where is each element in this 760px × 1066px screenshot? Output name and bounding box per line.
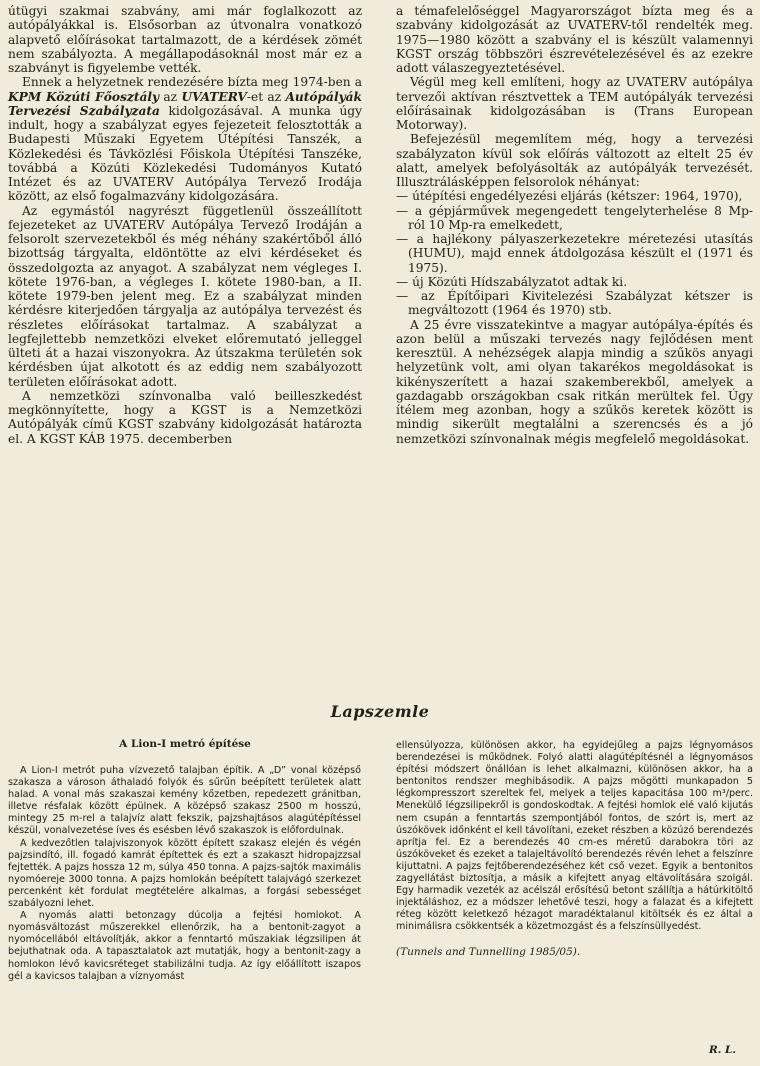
paragraph: A kedvezőtlen talajviszonyok között épített szakasz elején és végén pajzsindító, ill. fogadó kamrát építettek és ezt a szakaszt hidropajzzsal fejtették. A pajzs hossza 12 m, súlya 450 tonna. A pajzs-sajtók maximális nyomóereje 3000 tonna. A pajzs homlokán beépített talajvágó szerkezet percenként két fordulat megtételére alkalmas, a forgási sebességet szabályozni lehet. — [8, 837, 361, 910]
paragraph: A Lion-I metrót puha vízvezető talajban építik. A „D” vonal középső szakasza a városon áthaladó folyók és sűrűn beépített területek alatt halad. A vonal más szakaszai kemény kőzetben, repedezett gránitban, illetve résfalak között épülnek. A középső szakasz 2500 m hosszú, mintegy 25 m-rel a talajvíz alatt fekszik, pajzshajtásos alagútépítéssel készül, vonalvezetése íves és esésben lévő szakaszok is előfordulnak. — [8, 765, 361, 837]
paragraph: A nyomás alatti betonzagy dúcolja a fejtési homlokot. A nyomásváltozást műszerekkel ellenőrzik, ha a bentonit-zagyot a nyomócellából eltávolítják, akkor a fenntartó műszakiak légzsilipen át bejuthatnak oda. A tapasztalatok azt mutatják, hogy a bentonit-zagy a homlokon lévő kavicsréteget stabilizálni tudja. Az így előállított iszapos gél a kavicsos talajban a víznyomást — [8, 910, 361, 982]
list-item: — a gépjárművek megengedett tengelyterhelése 8 Mp-ról 10 Mp-ra emelkedett, — [396, 204, 753, 233]
author-signature: R. L. — [709, 1044, 737, 1056]
paragraph: A nemzetközi színvonalba való beilleszkedést megkönnyítette, hogy a KGST is a Nemzetközi Autópályák című KGST szabvány kidolgozását határozta el. A KGST KÁB 1975. decemberben — [8, 388, 362, 446]
top-left-column — [8, 4, 362, 446]
paragraph: Befejezésül megemlítem még, hogy a tervezési szabályzaton kívül sok előírás változott az eltelt 25 év alatt, amelyek befolyásolták az autópályák tervezését. Illusztrálásképpen felsorolok néhányat: — [396, 132, 753, 189]
article-title: A Lion-I metró építése — [119, 738, 251, 750]
top-right-column — [396, 4, 753, 446]
review-left-column — [8, 765, 361, 983]
list-item: — a hajlékony pályaszerkezetekre méretezési utasítás (HUMU), majd ennek átdolgozása készült el (1971 és 1975). — [396, 232, 753, 275]
list-item: — az Építőipari Kivitelezési Szabályzat kétszer is megváltozott (1964 és 1970) stb. — [396, 289, 753, 318]
list-item: — új Közúti Hídszabályzatot adtak ki. — [396, 275, 753, 289]
review-right-column — [396, 740, 753, 958]
paragraph: Végül meg kell említeni, hogy az UVATERV autópálya tervezői aktívan résztvettek a TEM autópályák tervezési előírásainak kidolgozásában is (Trans European Motorway). — [396, 75, 753, 132]
paragraph: útügyi szakmai szabvány, ami már foglalkozott az autópályákkal is. Elsősorban az útvonalra vonatkozó alapvető előírásokat tartalmazott, de a kérdések zömét nem szabályozta. A megállapodásoknál most már ez a szabványt is figyelembe vették. — [8, 4, 362, 75]
section-title: Lapszemle — [330, 702, 430, 721]
paragraph: ellensúlyozza, különösen akkor, ha egyidejűleg a pajzs légnyomásos berendezései is működnek. Folyó alatti alagútépítésnél a légnyomásos építési módszert önállóan is lehet alkalmazni, különösen akkor, ha a bentonitos rendszer meghibásodik. A pajzs mögötti munkapadon 5 légkompresszort szereltek fel, melyek a teljes kapacitása 100 m³/perc. Menekülő légzsilipekről is gondoskodtak. A fejtési homlok elé való kijutás nem csupán a fenntartás szempontjából fontos, de szórt is, mert az úszókövek időnként el kell távolítani, ezeket részben a közúzó berendezés aprítja fel. Ez a berendezés 40 cm-es méretű darabokra töri az úszóköveket és ezeket a talajeltávolító berendezés révén lehet a felszínre kijuttatni. A pajzs fejtőberendezéséhez két cső vezet. Egyik a bentonitos zagyellátást biztosítja, a másik a kifejtett anyag eltávolítására szolgál. Egy harmadik vezeték az acélszál erősítésű betont szállítja a hátúrkitöltő injektáláshoz, ez a módszer lehetővé teszi, hogy a falazat és a kifejtett réteg között keletkező hézagot maradéktalanul kitöltsék és ez által a minimálisra csökkentsék a közetmozgást és a felszínsüllyedést. — [396, 740, 753, 933]
source-citation: (Tunnels and Tunnelling 1985/05). — [396, 945, 581, 958]
closing-paragraph: A 25 évre visszatekintve a magyar autópálya-építés és azon belül a műszaki tervezés nagy fejlődésen ment keresztül. A nehézségek alapja mindig a szűkös anyagi helyzetünk volt, ami olyan takarékos megoldásokat is kikényszerített a hazai szakemberekből, amelyek a gazdagabb országokban csak ritkán merültek fel. Úgy ítélem meg azonban, hogy a szűkös keretek között is mindig sikerült megtalálni a szerencsés és a jó nemzetközi színvonalnak mégis megfelelő megoldásokat. — [396, 317, 753, 446]
paragraph: Az egymástól nagyrészt függetlenül összeállított fejezeteket az UVATERV Autópálya Tervező Irodáján a felsorolt szervezetekből és még néhány szakértőből álló bizottság tárgyalta, eldöntötte az elvi kérdéseket és összedolgozta az anyagot. A szabályzat nem végleges I. kötete 1976-ban, a végleges I. kötete 1980-ban, a II. kötete 1979-ben jelent meg. Ez a szabályzat minden kérdésre kiterjedően tárgyalja az autópálya tervezést és részletes előírásokat tartalmaz. A szabályzat a legfejlettebb nemzetközi elveket előremutató jelleggel ülteti át a hazai viszonyokra. Az útszakma területén sok kérdésben újat alkotott és az eddig nem szabályozott területen előírásokat adott. — [8, 203, 362, 389]
paragraph: Ennek a helyzetnek rendezésére bízta meg 1974-ben a KPM Közúti Főosztály az UVATERV-et az Autópályák Tervezési Szabályzata kidolgozásával. A munka úgy indult, hogy a szabályzat egyes fejezeteit felosztották a Budapesti Műszaki Egyetem Útépítési Tanszék, a Közlekedési és Távközlési Főiskola Útépítési Tanszéke, továbbá a Közúti Közlekedési Tudományos Kutató Intézet és az UVATERV Autópálya Tervező Irodája között, az első fogalmazvány kidolgozására. — [8, 75, 362, 204]
paragraph: a témafelelőséggel Magyarországot bízta meg és a szabvány kidolgozását az UVATERV-től rendelték meg. 1975—1980 között a szabvány el is készült valamennyi KGST ország többszöri észrevételezésével és az ezekre adott válaszegyeztetésével. — [396, 4, 753, 75]
list-item: — útépítési engedélyezési eljárás (kétszer: 1964, 1970), — [396, 189, 753, 203]
